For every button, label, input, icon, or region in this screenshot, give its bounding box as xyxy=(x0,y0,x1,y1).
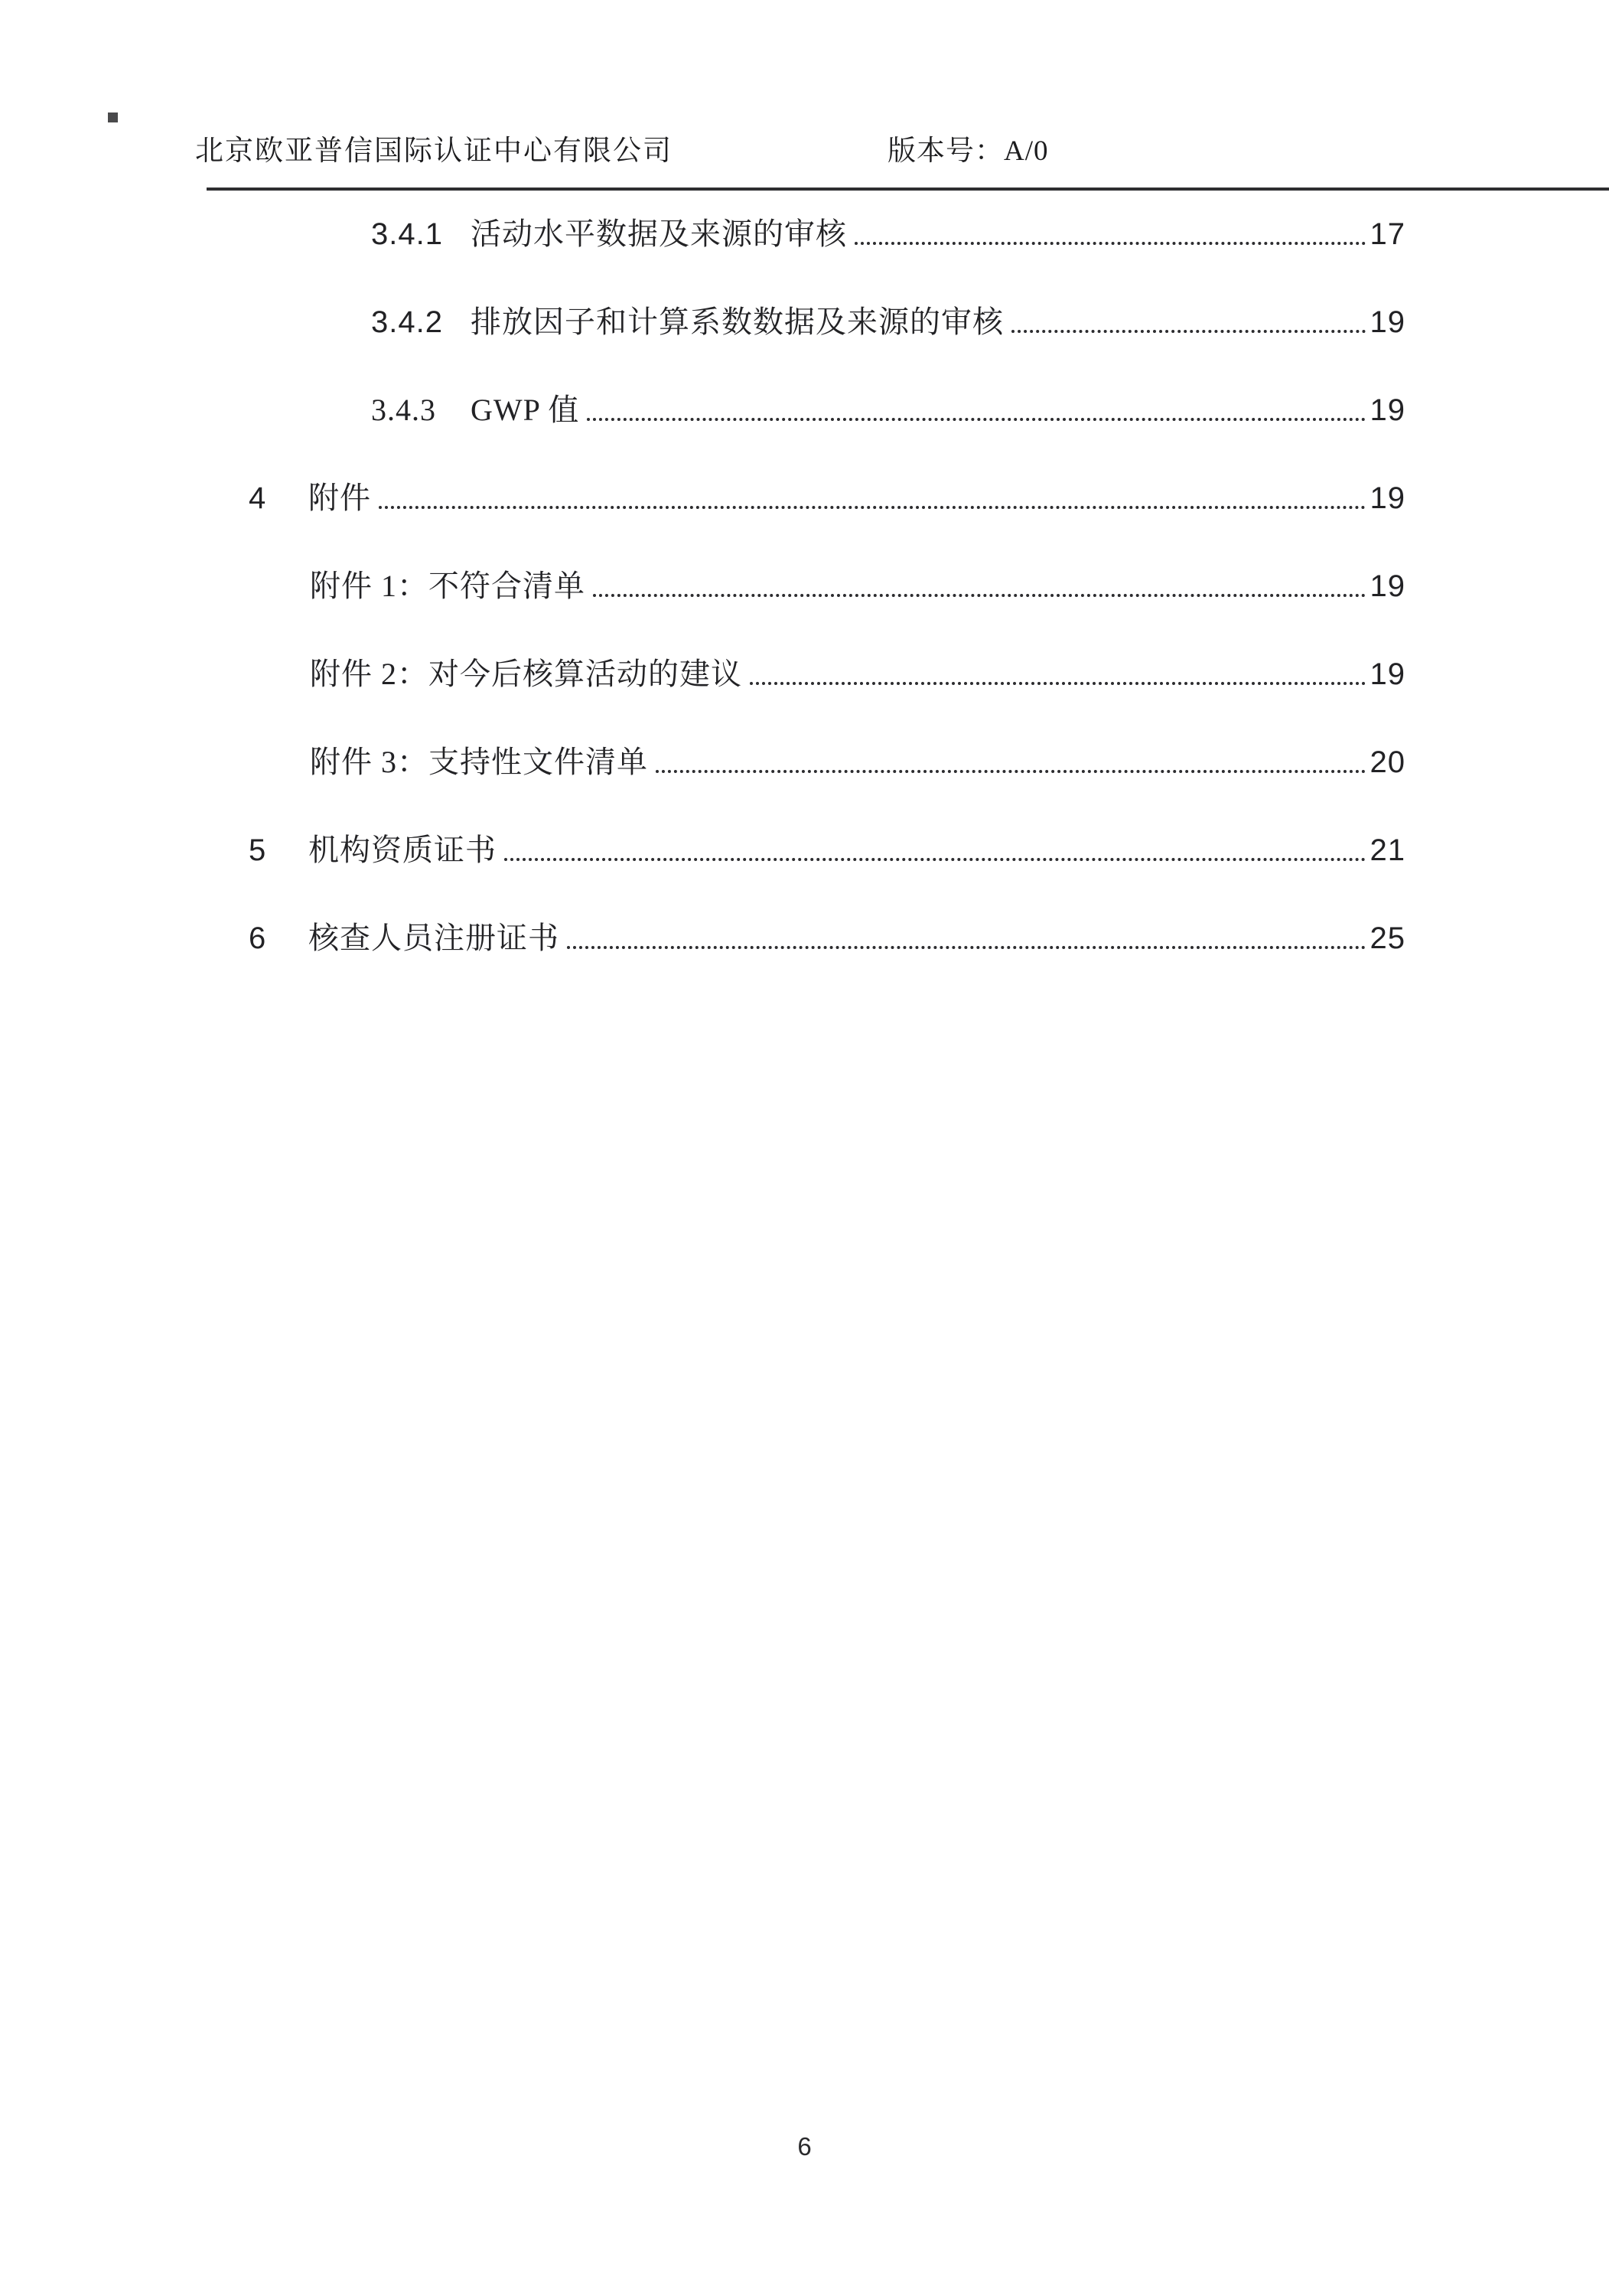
toc-entry-number: 3.4.1 xyxy=(371,217,443,251)
dot-leader xyxy=(656,770,1366,773)
toc-entry-label: 活动水平数据及来源的审核 xyxy=(471,217,847,251)
header-version-label: 版本号：A/0 xyxy=(888,135,1049,167)
toc-entry-label: 机构资质证书 xyxy=(308,833,497,867)
toc-entry-page: 19 xyxy=(1370,657,1405,691)
dot-leader xyxy=(593,594,1366,597)
toc-entry-label: 附件 3：支持性文件清单 xyxy=(310,745,648,779)
toc-entry xyxy=(249,568,1405,605)
toc-entry-label: 核查人员注册证书 xyxy=(308,921,559,955)
toc-entry-number: 3.4.3 xyxy=(371,393,436,427)
toc-entry xyxy=(249,656,1405,693)
toc-entry xyxy=(249,744,1405,781)
table-of-contents xyxy=(249,216,1405,1008)
toc-entry xyxy=(249,392,1405,429)
scan-artifact xyxy=(108,113,118,122)
dot-leader xyxy=(855,242,1366,245)
toc-entry-label: 附件 1：不符合清单 xyxy=(310,569,585,603)
header-divider-rule xyxy=(207,188,1609,191)
toc-entry-page: 19 xyxy=(1370,569,1405,603)
toc-entry xyxy=(249,304,1405,341)
toc-entry-label: 排放因子和计算系数数据及来源的审核 xyxy=(471,305,1004,339)
toc-entry-page: 20 xyxy=(1370,745,1405,779)
toc-entry-page: 17 xyxy=(1370,217,1405,251)
toc-entry-label: GWP 值 xyxy=(471,393,580,427)
toc-entry-number: 6 xyxy=(249,921,267,955)
dot-leader xyxy=(587,418,1365,421)
toc-entry xyxy=(249,216,1405,253)
toc-entry-number: 5 xyxy=(249,833,267,867)
dot-leader xyxy=(504,858,1366,861)
toc-entry-number: 4 xyxy=(249,481,267,515)
dot-leader xyxy=(750,682,1366,685)
header-company-name: 北京欧亚普信国际认证中心有限公司 xyxy=(195,135,673,167)
toc-entry-number: 3.4.2 xyxy=(371,305,443,339)
toc-entry xyxy=(249,832,1405,869)
toc-entry-label: 附件 2：对今后核算活动的建议 xyxy=(310,657,742,691)
dot-leader xyxy=(1011,330,1366,333)
toc-entry-page: 19 xyxy=(1370,305,1405,339)
dot-leader xyxy=(379,506,1366,509)
dot-leader xyxy=(567,946,1366,949)
toc-entry xyxy=(249,920,1405,957)
toc-entry-page: 25 xyxy=(1370,921,1405,955)
toc-entry xyxy=(249,480,1405,517)
footer-page-number: 6 xyxy=(797,2132,812,2161)
toc-entry-page: 21 xyxy=(1370,833,1405,867)
toc-entry-label: 附件 xyxy=(308,481,371,515)
toc-entry-page: 19 xyxy=(1370,481,1405,515)
toc-entry-page: 19 xyxy=(1370,393,1405,427)
